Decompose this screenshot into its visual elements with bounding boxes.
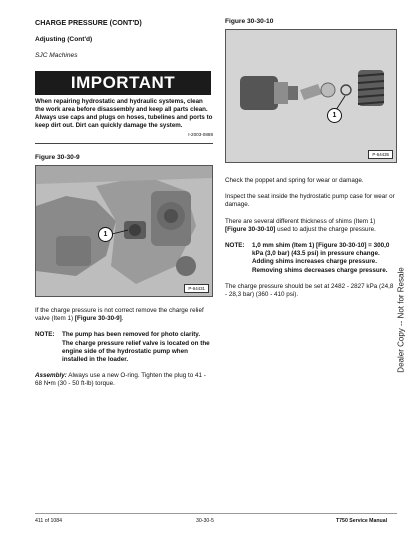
figure-9-label: Figure 30-30-9	[35, 154, 80, 161]
note-text: 1,0 mm shim (Item 1) [Figure 30-30-10] = 300,0 kPa (3,0 bar) (43.5 psi) in pressure change. Adding shims increases charge pressure. Removing shims decreases charge pressure.	[252, 242, 390, 274]
callout-1: 1	[327, 108, 342, 123]
text: If the charge pressure is not correct remove the charge relief valve (Item 1)	[35, 307, 204, 323]
valve-parts-illustration	[226, 30, 396, 162]
text: .	[121, 315, 124, 323]
figure-ref: [Figure 30-30-9]	[74, 315, 122, 323]
text: There are several different thickness of shims (Item 1)	[225, 217, 376, 225]
footer-section-page: 30-30-5	[196, 518, 214, 524]
figure-id: P-64435	[368, 150, 393, 159]
left-column	[35, 18, 213, 397]
paragraph-pressure-setting: The charge pressure should be set at 2482 - 2827 kPa (24,8 - 28,3 bar) (360 - 410 psi).	[225, 282, 394, 299]
important-text: When repairing hydrostatic and hydraulic systems, clean the work area before disassembly and keep all parts clean. Always use caps and plugs on hoses, tubelines and ports to keep dirt out. Dirt can quickly damage the system.	[35, 98, 213, 129]
paragraph-check-poppet: Check the poppet and spring for wear or damage.	[225, 177, 364, 184]
dealer-copy-watermark	[394, 225, 408, 415]
figure-9-photo	[35, 165, 213, 297]
right-column	[225, 18, 397, 307]
assembly-label: Assembly:	[35, 372, 67, 380]
note-text: The pump has been removed for photo clarity. The charge pressure relief valve is located on the engine side of the hydrostatic pump when installed in the loader.	[62, 331, 210, 364]
text: used to adjust the charge pressure.	[275, 225, 376, 233]
important-code: I-2003-0888	[188, 132, 213, 137]
figure-10-label: Figure 30-30-10	[225, 18, 274, 25]
paragraph-assembly	[35, 372, 213, 388]
paragraph-remove-valve	[35, 307, 213, 323]
footer-manual-title: T750 Service Manual	[336, 518, 388, 524]
machine-note: SJC Machines	[35, 52, 78, 59]
figure-ref: [Figure 30-30-10]	[225, 225, 276, 233]
note-pump-removed	[35, 331, 213, 364]
footer-page-of: 411 of 1084	[35, 518, 63, 524]
important-banner: IMPORTANT	[35, 71, 211, 95]
divider	[35, 143, 213, 144]
note-label: NOTE:	[225, 242, 245, 250]
pump-photo-illustration	[36, 166, 212, 296]
subsection-title: Adjusting (Cont'd)	[35, 36, 93, 43]
assembly-text: Always use a new O-ring. Tighten the plug to 41 - 68 N•m (30 - 50 ft-lb) torque.	[35, 372, 206, 388]
footer-divider	[35, 513, 397, 514]
spring-icon	[358, 70, 384, 106]
paragraph-shims	[225, 218, 397, 234]
note-label: NOTE:	[35, 331, 55, 339]
paragraph-inspect-seat: Inspect the seat inside the hydrostatic pump case for wear or damage.	[225, 193, 395, 209]
note-shim-pressure	[225, 242, 397, 275]
figure-id: P-64431	[184, 284, 209, 293]
figure-10-photo	[225, 29, 397, 163]
dealer-copy-text: Dealer Copy -- Not for Resale	[396, 267, 406, 373]
section-title: CHARGE PRESSURE (CONT'D)	[35, 18, 142, 27]
callout-1: 1	[98, 227, 113, 242]
